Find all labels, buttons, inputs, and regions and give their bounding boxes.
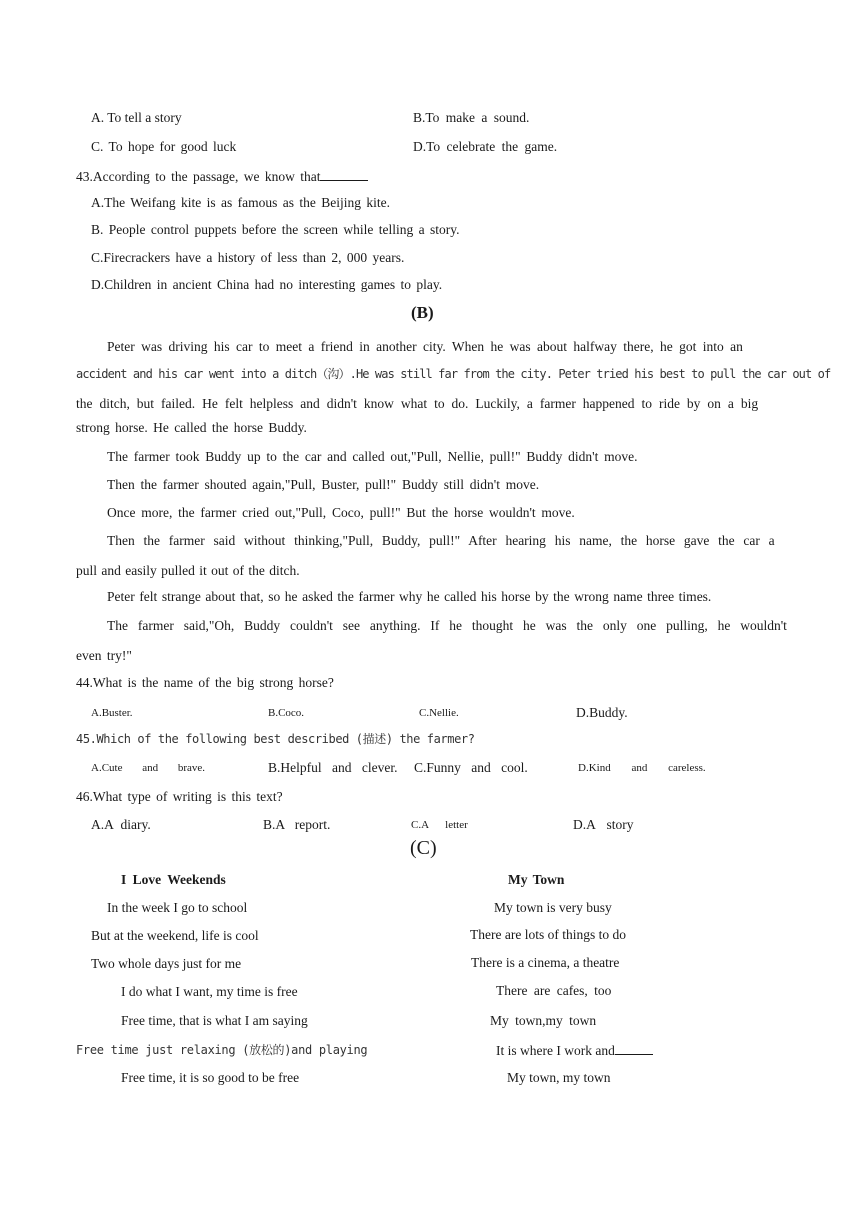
answer-blank [320, 169, 368, 181]
passage-line [76, 340, 780, 354]
poem-2-line: My town, my town [507, 1070, 611, 1085]
passage-b-paragraph-7-line-1: The farmer said,"Oh, Buddy couldn't see anything. If he thought he was the only one pulling, he wouldn't [107, 618, 787, 633]
q44-option-b: B.Coco. [268, 707, 305, 719]
poem-2-line: There are lots of things to do [470, 927, 626, 942]
poem-1-line: Free time, that is what I am saying [121, 1013, 308, 1028]
passage-b-paragraph-2: The farmer took Buddy up to the car and called out,"Pull, Nellie, pull!" Buddy didn't move. [107, 449, 638, 464]
passage-b-paragraph-4: Once more, the farmer cried out,"Pull, Coco, pull!" But the horse wouldn't move. [107, 505, 575, 520]
poem-2-line: My town,my town [490, 1013, 597, 1028]
passage-b-paragraph-5-line-1: Then the farmer said without thinking,"Pull, Buddy, pull!" After hearing his name, the horse gave the car a [107, 533, 775, 548]
answer-blank [615, 1043, 653, 1055]
passage-b-line-3: the ditch, but failed. He felt helpless and didn't know what to do. Luckily, a farmer happened to ride by on a big [76, 396, 759, 411]
poem-1-line: But at the weekend, life is cool [91, 928, 259, 943]
passage-b-paragraph-6: Peter felt strange about that, so he asked the farmer why he called his horse by the wrong name three times. [107, 589, 712, 604]
q46-option-a: A.A diary. [91, 817, 151, 832]
q43-stem [76, 169, 368, 184]
poem-1-title: I Love Weekends [121, 872, 226, 887]
q43-option-a: A.The Weifang kite is as famous as the Beijing kite. [91, 195, 390, 210]
section-c-heading: (C) [410, 837, 437, 859]
q45-option-d: D.Kind and careless. [578, 762, 706, 774]
q45-stem: 45.Which of the following best described (描述) the farmer? [76, 732, 475, 746]
passage-b-paragraph-1 [76, 340, 780, 354]
passage-b-paragraph-7-line-2: even try!" [76, 648, 132, 663]
poem-1-line: In the week I go to school [107, 900, 248, 915]
q44-stem: 44.What is the name of the big strong horse? [76, 675, 334, 690]
q44-option-c: C.Nellie. [419, 707, 459, 719]
q43-stem-text: 43.According to the passage, we know that [76, 169, 321, 184]
q42-option-a: A. To tell a story [91, 110, 182, 125]
passage-line-text: Peter was driving his car to meet a friend in another city. When he was about halfway there, he got into an [107, 339, 743, 354]
passage-b-paragraph-5-line-2: pull and easily pulled it out of the ditch. [76, 563, 300, 578]
q46-option-d: D.A story [573, 817, 634, 832]
q44-option-a: A.Buster. [91, 707, 133, 719]
section-b-heading: (B) [411, 303, 434, 322]
q46-option-c: C.A letter [411, 819, 468, 831]
poem-1-line: Free time just relaxing (放松的)and playing [76, 1043, 368, 1057]
q43-option-c: C.Firecrackers have a history of less than 2, 000 years. [91, 250, 405, 265]
passage-b-paragraph-3: Then the farmer shouted again,"Pull, Buster, pull!" Buddy still didn't move. [107, 477, 540, 492]
passage-b-line-2: accident and his car went into a ditch（沟）.He was still far from the city. Peter tried his best to pull the car out of [76, 367, 831, 381]
q45-option-a: A.Cute and brave. [91, 762, 206, 774]
q42-option-b: B.To make a sound. [413, 110, 530, 125]
poem-1-line: Free time, it is so good to be free [121, 1070, 300, 1085]
poem-2-line-with-blank [496, 1043, 653, 1058]
poem-2-line: There is a cinema, a theatre [471, 955, 620, 970]
poem-2-title: My Town [508, 872, 565, 887]
passage-b-line-4: strong horse. He called the horse Buddy. [76, 420, 307, 435]
poem-2-line: There are cafes, too [496, 983, 612, 998]
q42-option-d: D.To celebrate the game. [413, 139, 558, 154]
q46-option-b: B.A report. [263, 817, 331, 832]
q45-option-c: C.Funny and cool. [414, 760, 528, 775]
poem-1-line: Two whole days just for me [91, 956, 242, 971]
poem-2-line: My town is very busy [494, 900, 612, 915]
q46-stem: 46.What type of writing is this text? [76, 789, 283, 804]
q43-option-d: D.Children in ancient China had no interesting games to play. [91, 277, 443, 292]
q45-option-b: B.Helpful and clever. [268, 760, 398, 775]
poem-2-line-text: It is where I work and [496, 1043, 615, 1058]
poem-1-line: I do what I want, my time is free [121, 984, 298, 999]
q44-option-d: D.Buddy. [576, 705, 628, 720]
q43-option-b: B. People control puppets before the screen while telling a story. [91, 222, 460, 237]
q42-option-c: C. To hope for good luck [91, 139, 237, 154]
